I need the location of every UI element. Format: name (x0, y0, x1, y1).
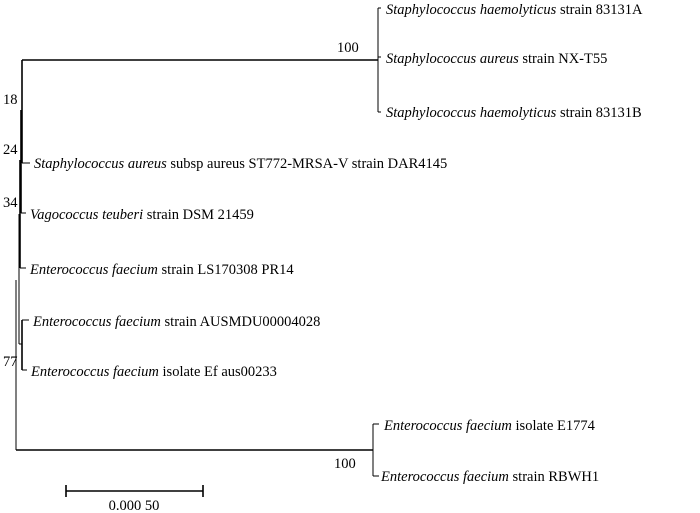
leaf-label: Staphylococcus haemolyticus strain 83131B (386, 105, 642, 121)
leaf-label: Enterococcus faecium strain LS170308 PR14 (30, 262, 294, 278)
leaf-label: Vagococcus teuberi strain DSM 21459 (30, 207, 254, 223)
leaf-label: Staphylococcus aureus strain NX-T55 (386, 51, 608, 67)
bootstrap-label: 34 (3, 195, 18, 211)
leaf-label: Staphylococcus aureus subsp aureus ST772-MRSA-V strain DAR4145 (34, 156, 448, 172)
scale-bar-label: 0.000 50 (108, 498, 160, 513)
leaf-label: Enterococcus faecium isolate Ef aus00233 (31, 364, 277, 380)
bootstrap-label: 77 (3, 354, 18, 370)
leaf-label: Staphylococcus haemolyticus strain 83131A (386, 2, 643, 18)
leaf-label: Enterococcus faecium strain RBWH1 (381, 469, 600, 485)
bootstrap-label: 24 (3, 142, 18, 158)
leaf-label: Enterococcus faecium strain AUSMDU00004028 (33, 314, 321, 330)
bootstrap-label: 100 (334, 456, 356, 472)
bootstrap-label: 100 (337, 40, 359, 56)
leaf-label: Enterococcus faecium isolate E1774 (384, 418, 595, 434)
scale-bar (66, 485, 203, 513)
bootstrap-label: 18 (3, 92, 18, 108)
